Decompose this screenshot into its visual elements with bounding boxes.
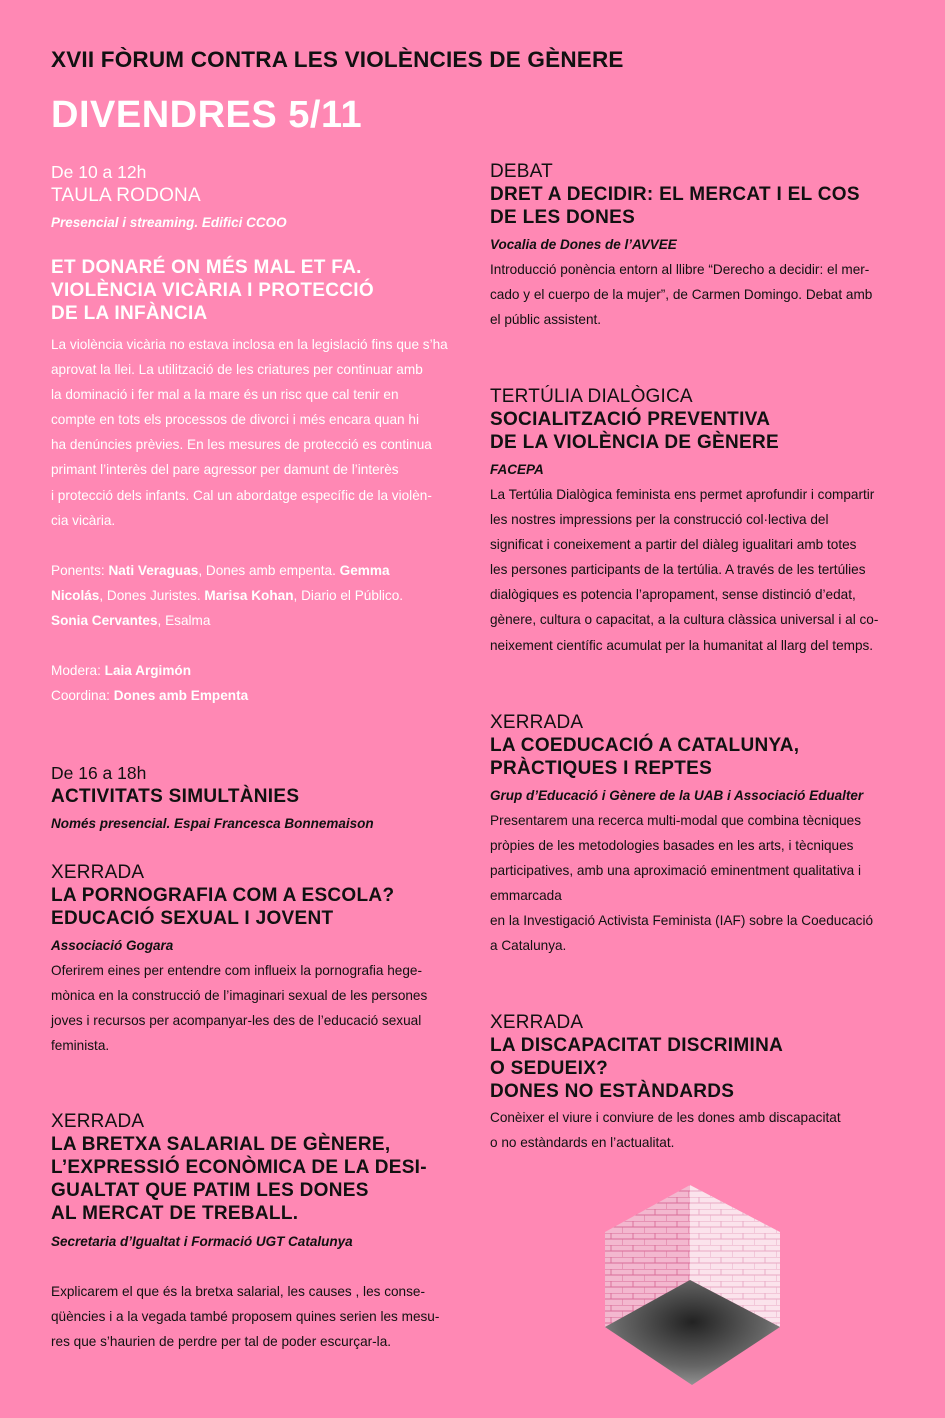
event-description (490, 1105, 895, 1155)
coordinator-label: Coordina: (51, 688, 114, 704)
speaker-org: , Dones amb empenta. (198, 562, 340, 578)
body-line: participatives, amb una aproximació eminentment qualitativa i (490, 863, 861, 879)
forum-title: XVII FÒRUM CONTRA LES VIOLÈNCIES DE GÈNERE (51, 47, 624, 72)
speaker-name: Nati Veraguas (108, 562, 199, 578)
title-line: LA PORNOGRAFIA COM A ESCOLA? (51, 885, 395, 906)
event-title (490, 1034, 895, 1103)
body-line: les persones participants de la tertúlia. A través de les tertúlies (490, 562, 866, 578)
speaker-org-end: o. (391, 587, 404, 603)
speakers-label: Ponents: (51, 562, 109, 578)
title-line: DE LES DONES (490, 207, 636, 228)
coordinator-name: Dones amb Empenta (113, 688, 249, 704)
title-line: DONES NO ESTÀNDARDS (490, 1081, 735, 1102)
event-venue: Presencial i streaming. Edifici CCOO (51, 215, 287, 230)
body-line: pròpies de les metodologies basades en les arts, i tècniques (490, 838, 854, 854)
title-line: PRÀCTIQUES I REPTES (490, 758, 713, 779)
speaker-name: Nicolás (51, 587, 100, 603)
event-type: DEBAT (490, 161, 553, 182)
event-title (490, 734, 895, 780)
speaker-name: Sonia Cervantes (51, 612, 158, 628)
event-organizer: Secretaria d’Igualtat i Formació UGT Catalunya (51, 1234, 353, 1249)
event-coeducacio (490, 711, 895, 959)
event-bretxa-salarial (51, 1110, 461, 1354)
body-line: Presentarem una recerca multi-modal que combina tècniques (490, 813, 861, 828)
body-line: joves i recursos per acompanyar-les des de l’educació sexual (51, 1013, 422, 1029)
event-organizer: Vocalia de Dones de l’AVVEE (490, 237, 677, 252)
body-line: gènere, cultura o capacitat, a la cultura clàssica universal i al co- (490, 612, 879, 628)
body-line: cado y el cuerpo de la mujer”, de Carmen Domingo. Debat amb (490, 287, 873, 303)
title-line: O SEDUEIX? (490, 1058, 609, 1079)
title-line: SOCIALITZACIÓ PREVENTIVA (490, 409, 771, 430)
event-description (490, 257, 895, 332)
event-organizer: Grup d’Educació i Gènere de la UAB i Associació Edualter (490, 788, 864, 803)
body-line: compte en tots els processos de divorci i més encara quan hi (51, 412, 419, 428)
event-time: De 10 a 12h (51, 162, 147, 182)
body-line: La violència vicària no estava inclosa en la legislació fins que s’ha (51, 337, 448, 352)
event-type: TAULA RODONA (51, 185, 201, 206)
title-line: VIOLÈNCIA VICÀRIA I PROTECCIÓ (51, 280, 374, 301)
event-pornografia (51, 861, 461, 1058)
event-organizer: FACEPA (490, 462, 544, 477)
body-line: qüències i a la vegada també proposem quines serien les mesu- (51, 1309, 440, 1325)
speakers-line (51, 583, 461, 608)
body-line: ha denúncies prèvies. En les mesures de protecció es continua (51, 437, 432, 453)
body-line: Introducció ponència entorn al llibre “Derecho a decidir: el mer- (490, 262, 870, 277)
speaker-org: , Dones Juristes. (99, 587, 205, 603)
moderator-label: Modera: (51, 663, 105, 679)
body-line: el públic assistent. (490, 312, 602, 328)
title-line: DE LA INFÀNCIA (51, 303, 208, 324)
body-line: aprovat la llei. La utilització de les criatures per continuar amb (51, 362, 423, 378)
speakers-line (51, 558, 461, 583)
event-organizer: Associació Gogara (51, 938, 174, 953)
body-line: dialògiques es potencia l’apropament, sense distinció d’edat, (490, 587, 856, 603)
event-description (51, 958, 461, 1058)
title-line: DRET A DECIDIR: EL MERCAT I EL COS (490, 184, 860, 205)
event-type: TERTÚLIA DIALÒGICA (490, 386, 693, 407)
speaker-org: , Esalma (157, 612, 211, 628)
body-line: en la Investigació Activista Feminista (IAF) sobre la Coeducació (490, 913, 874, 929)
event-time: De 16 a 18h (51, 763, 147, 783)
event-title (490, 183, 895, 229)
title-line: DE LA VIOLÈNCIA DE GÈNERE (490, 432, 780, 453)
event-description (51, 332, 461, 533)
body-line: neixement científic acumulat per la humanitat al llarg del temps. (490, 637, 874, 653)
body-line: feminista. (51, 1038, 110, 1054)
day-title: DIVENDRES 5/11 (51, 94, 363, 136)
event-type: XERRADA (490, 1012, 584, 1033)
body-line: emmarcada (490, 888, 562, 904)
event-title: ACTIVITATS SIMULTÀNIES (51, 786, 300, 807)
moderator-name: Laia Argimón (104, 663, 192, 679)
title-line: L’EXPRESSIÓ ECONÒMICA DE LA DESI- (51, 1157, 427, 1178)
event-description (490, 482, 895, 658)
moderation (51, 658, 461, 708)
event-venue: Només presencial. Espai Francesca Bonnemaison (51, 816, 374, 831)
title-line: GUALTAT QUE PATIM LES DONES (51, 1180, 369, 1201)
brick-cube-illustration-icon (600, 1185, 785, 1390)
body-line: significat i coneixement a partir del diàleg igualitari amb totes (490, 537, 857, 553)
body-line: a Catalunya. (490, 938, 567, 954)
speaker-org: , Diario el Públic (293, 587, 392, 603)
title-line: EDUCACIÓ SEXUAL I JOVENT (51, 908, 334, 929)
speakers-line (51, 608, 461, 633)
body-line: i protecció dels infants. Cal un abordatge específic de la violèn- (51, 487, 432, 503)
page-header (51, 44, 624, 136)
speakers (51, 558, 461, 633)
event-activitats-simultanies (51, 761, 461, 836)
event-title (51, 1133, 461, 1225)
event-taula-rodona (51, 160, 461, 708)
event-description (490, 808, 895, 959)
event-title (51, 884, 461, 930)
body-line: o no estàndards en l’actualitat. (490, 1135, 675, 1151)
coordinator-line (51, 683, 461, 708)
body-line: La Tertúlia Dialògica feminista ens permet aprofundir i compartir (490, 487, 875, 502)
body-line: cia vicària. (51, 512, 116, 528)
title-line: LA COEDUCACIÓ A CATALUNYA, (490, 735, 800, 756)
body-line: les nostres impressions per la construcció col·lectiva del (490, 512, 829, 528)
event-socialitzacio-preventiva (490, 385, 895, 658)
event-type: XERRADA (51, 1111, 145, 1132)
title-line: AL MERCAT DE TREBALL. (51, 1203, 299, 1224)
moderator-line (51, 658, 461, 683)
event-discapacitat (490, 1011, 895, 1155)
event-type: XERRADA (490, 712, 584, 733)
body-line: mònica en la construcció de l’imaginari sexual de les persones (51, 988, 428, 1004)
title-line: LA BRETXA SALARIAL DE GÈNERE, (51, 1134, 391, 1155)
event-title (51, 256, 461, 325)
event-description (51, 1279, 461, 1354)
body-line: Conèixer el viure i conviure de les dones amb discapacitat (490, 1110, 841, 1125)
event-dret-a-decidir (490, 160, 895, 332)
body-line: res que s’haurien de perdre per tal de poder escurçar-la. (51, 1334, 392, 1350)
body-line: Explicarem el que és la bretxa salarial, les causes , les conse- (51, 1284, 426, 1299)
body-line: la dominació i fer mal a la mare és un risc que cal tenir en (51, 387, 399, 403)
event-type: XERRADA (51, 862, 145, 883)
body-line: primant l’interès del pare agressor per damunt de l’interès (51, 462, 399, 478)
speaker-name: Marisa Kohan (204, 587, 294, 603)
event-title (490, 408, 895, 454)
speaker-name: Gemma (339, 562, 390, 578)
title-line: ET DONARÉ ON MÉS MAL ET FA. (51, 257, 362, 278)
title-line: LA DISCAPACITAT DISCRIMINA (490, 1035, 784, 1056)
body-line: Oferirem eines per entendre com influeix la pornografia hege- (51, 963, 423, 978)
